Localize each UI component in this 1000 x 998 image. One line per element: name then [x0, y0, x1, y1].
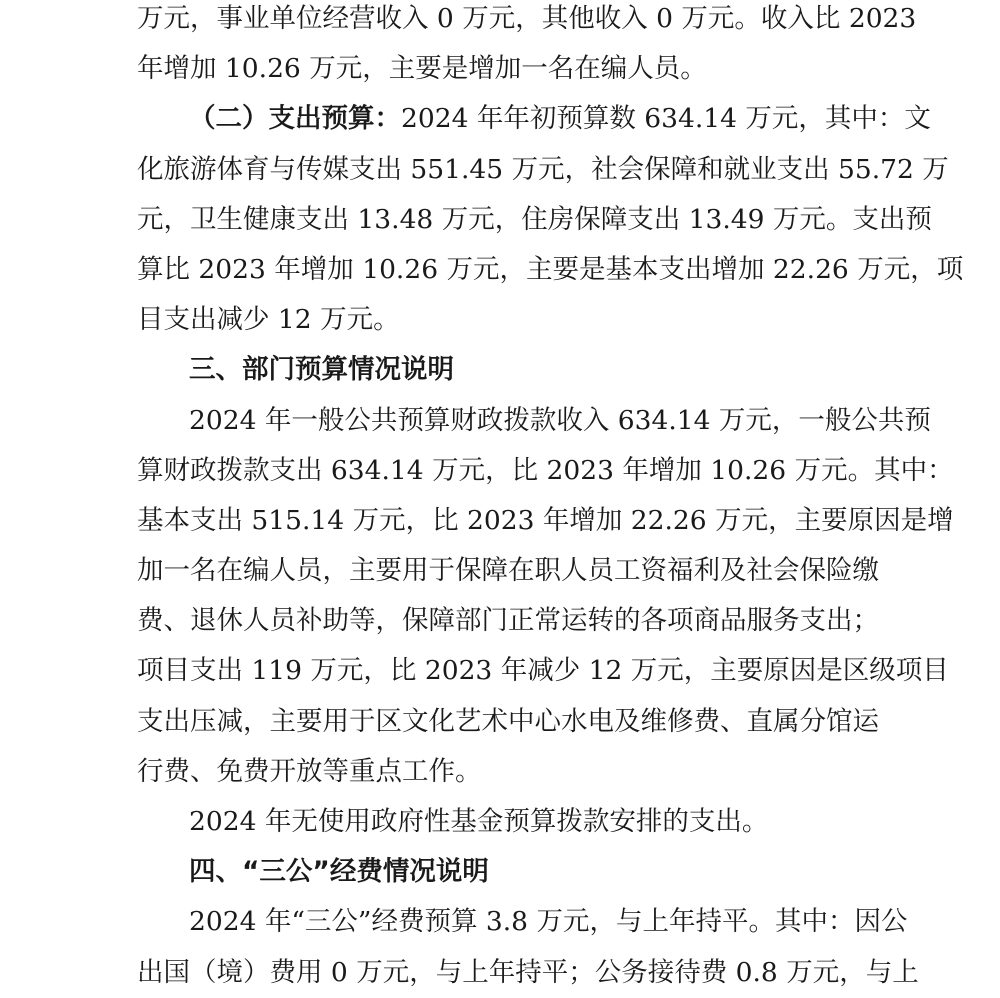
paragraph-line: 算财政拨款支出 634.14 万元，比 2023 年增加 10.26 万元。其中：	[137, 454, 954, 486]
expense-budget-label: （二）支出预算：	[189, 103, 401, 135]
paragraph-line: 元，卫生健康支出 13.48 万元，住房保障支出 13.49 万元。支出预	[137, 203, 932, 235]
paragraph-line: 2024 年一般公共预算财政拨款收入 634.14 万元，一般公共预	[189, 404, 931, 436]
paragraph-line: 出国（境）费用 0 万元，与上年持平；公务接待费 0.8 万元，与上	[137, 956, 919, 988]
paragraph-line: 项目支出 119 万元，比 2023 年减少 12 万元，主要原因是区级项目	[137, 655, 949, 687]
paragraph-line: 2024 年“三公”经费预算 3.8 万元，与上年持平。其中：因公	[189, 906, 908, 938]
expense-budget-text: 2024 年年初预算数 634.14 万元，其中：文	[401, 103, 931, 135]
paragraph-line: 基本支出 515.14 万元，比 2023 年增加 22.26 万元，主要原因是增	[137, 504, 954, 536]
expense-budget-line	[137, 94, 931, 144]
document-page	[137, 0, 964, 998]
paragraph-line: 化旅游体育与传媒支出 551.45 万元，社会保障和就业支出 55.72 万	[137, 153, 949, 185]
paragraph-line: 年增加 10.26 万元，主要是增加一名在编人员。	[137, 53, 707, 85]
section-heading-3: 三、部门预算情况说明	[189, 354, 454, 386]
paragraph-line: 行费、免费开放等重点工作。	[137, 755, 482, 787]
paragraph-line: 万元，事业单位经营收入 0 万元，其他收入 0 万元。收入比 2023	[137, 3, 917, 34]
section-heading-4: 四、“三公”经费情况说明	[189, 856, 489, 888]
paragraph-line: 算比 2023 年增加 10.26 万元，主要是基本支出增加 22.26 万元，项	[137, 253, 964, 285]
paragraph-line: 费、退休人员补助等，保障部门正常运转的各项商品服务支出；	[137, 605, 879, 637]
paragraph-line: 支出压减，主要用于区文化艺术中心水电及维修费、直属分馆运	[137, 705, 879, 737]
paragraph-line: 加一名在编人员，主要用于保障在职人员工资福利及社会保险缴	[137, 555, 879, 587]
paragraph-line: 目支出减少 12 万元。	[137, 304, 400, 336]
paragraph-line: 2024 年无使用政府性基金预算拨款安排的支出。	[189, 806, 769, 837]
